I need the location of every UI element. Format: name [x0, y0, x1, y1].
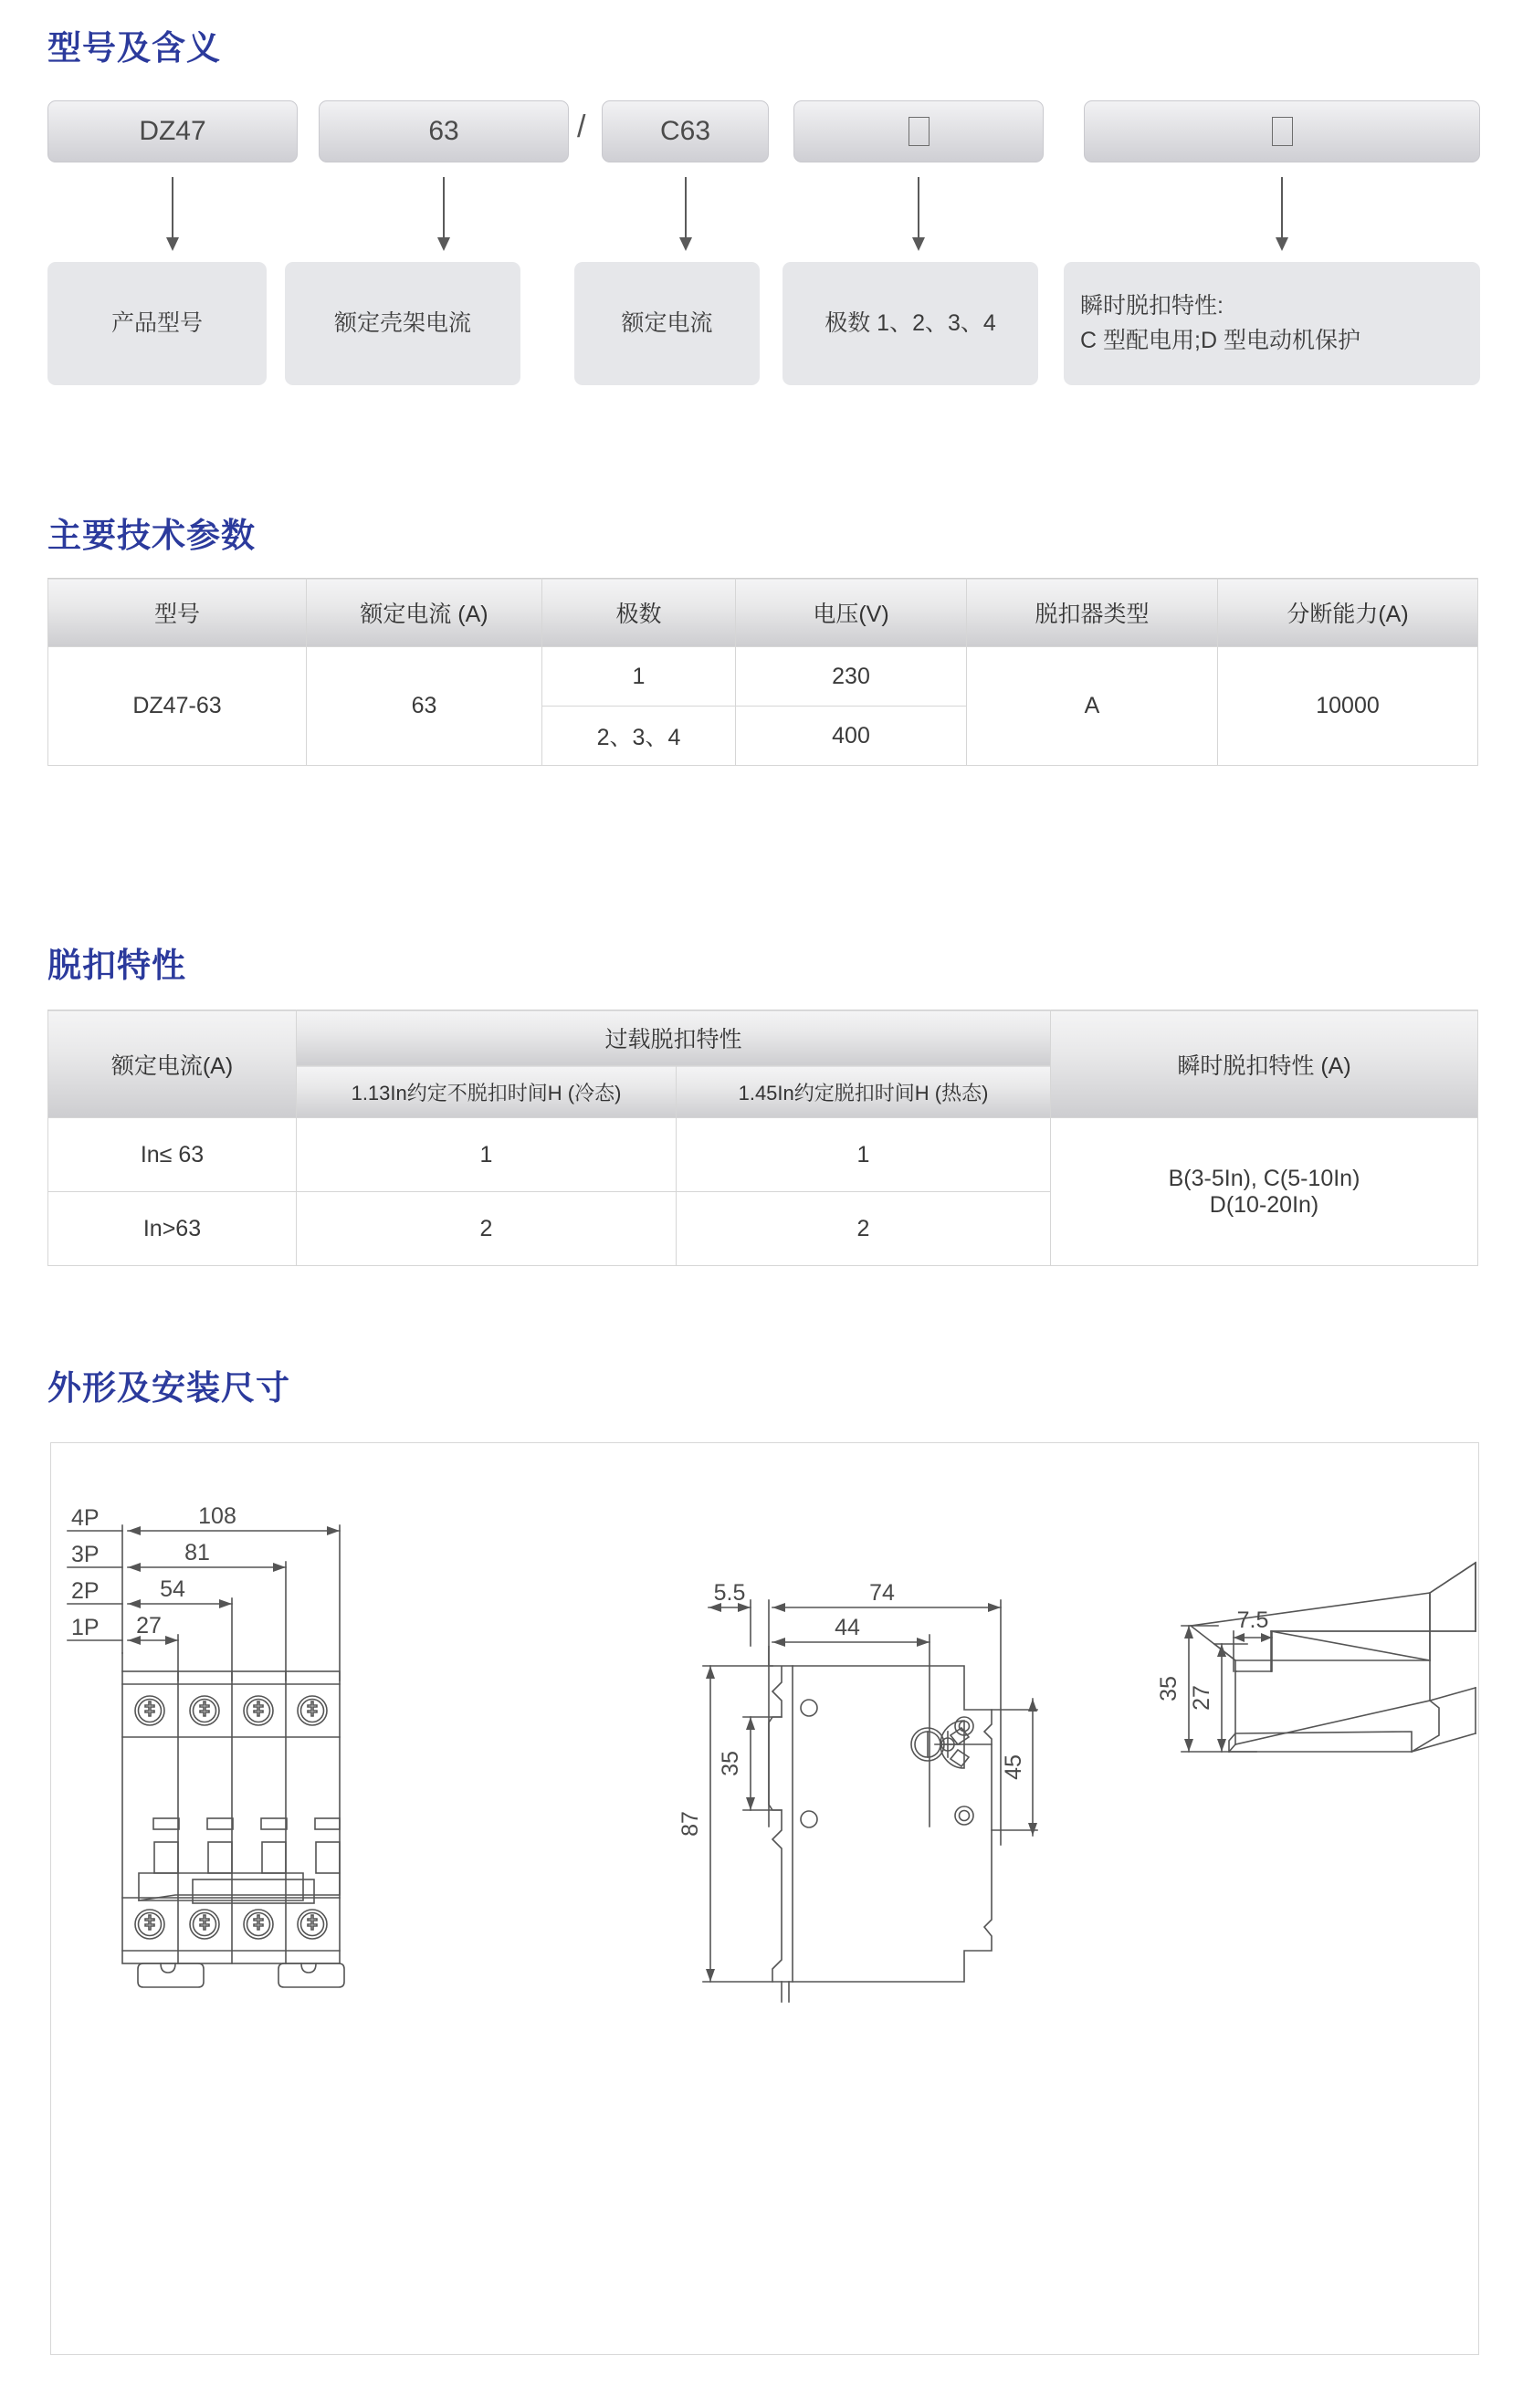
- col-header-poles: 极数: [542, 579, 736, 647]
- col-header-breaking-capacity: 分断能力(A): [1218, 579, 1478, 647]
- arrow-shaft-5: [1281, 177, 1283, 239]
- arrow-shaft-4: [918, 177, 919, 239]
- arrow-head-4: [912, 237, 925, 251]
- label-width-108: 108: [198, 1503, 236, 1529]
- arrow-head-2: [437, 237, 450, 251]
- model-desc-product-code: [47, 262, 267, 385]
- label-height-35: 35: [718, 1751, 743, 1776]
- terminal-screw-icon: [190, 1910, 219, 1939]
- table-row: [48, 647, 1478, 707]
- col-header-rated-current: 额定电流 (A): [307, 579, 542, 647]
- model-chip-product-code-label: DZ47: [139, 116, 206, 146]
- cell-rated-range-2: In>63: [48, 1192, 297, 1266]
- cell-voltage-1: 230: [736, 647, 967, 707]
- label-pole-4p: 4P: [71, 1505, 100, 1531]
- terminal-screw-icon: [190, 1696, 219, 1725]
- label-height-45: 45: [1001, 1754, 1026, 1780]
- model-desc-frame-current: [285, 262, 520, 385]
- label-width-27: 27: [136, 1613, 162, 1638]
- side-view-drawing: [703, 1600, 1037, 2002]
- arrow-head-1: [166, 237, 179, 251]
- col-header-overload-cold: 1.13In约定不脱扣时间H (冷态): [297, 1066, 677, 1118]
- model-chip-frame-current-label: 63: [428, 116, 459, 146]
- din-rail-drawing: [1182, 1563, 1476, 1752]
- label-pole-1p: 1P: [71, 1615, 100, 1640]
- arrow-shaft-2: [443, 177, 445, 239]
- arrow-shaft-1: [172, 177, 173, 239]
- terminal-screw-icon: [298, 1910, 327, 1939]
- terminal-screw-icon: [135, 1696, 164, 1725]
- label-depth-74: 74: [869, 1580, 895, 1606]
- col-header-instant-trip: 瞬时脱扣特性 (A): [1051, 1010, 1478, 1118]
- trip-characteristics-table: [47, 1010, 1478, 1266]
- model-chip-rated-current: [602, 100, 769, 162]
- col-header-overload-group: 过载脱扣特性: [297, 1010, 1051, 1066]
- table-row: [48, 1118, 1478, 1192]
- cell-rated-current: 63: [307, 647, 542, 766]
- cell-instant-values: [1051, 1118, 1478, 1266]
- col-header-trip-type: 脱扣器类型: [967, 579, 1218, 647]
- label-rail-height-35: 35: [1156, 1676, 1182, 1701]
- cell-hot-1: 1: [677, 1118, 1051, 1192]
- instant-value-line1: B(3-5In), C(5-10In): [1168, 1165, 1360, 1191]
- cell-breaking-capacity: 10000: [1218, 647, 1478, 766]
- model-desc-poles-label: 极数 1、2、3、4: [825, 309, 996, 336]
- model-desc-frame-current-label: 额定壳架电流: [333, 309, 471, 336]
- terminal-screw-icon: [135, 1910, 164, 1939]
- arrow-shaft-3: [685, 177, 687, 239]
- label-pole-2p: 2P: [71, 1578, 100, 1604]
- arrow-head-5: [1276, 237, 1288, 251]
- cell-trip-type: A: [967, 647, 1218, 766]
- table-header-row: [48, 579, 1478, 647]
- model-designation-chart: [47, 100, 1481, 420]
- terminal-screw-icon: [244, 1696, 273, 1725]
- model-desc-poles: [783, 262, 1038, 385]
- label-height-87: 87: [677, 1811, 703, 1837]
- model-chip-rated-current-label: C63: [659, 116, 711, 146]
- model-chip-trip-curve: [1084, 100, 1480, 162]
- dimension-drawings: [51, 1443, 1480, 2356]
- col-header-model: 型号: [48, 579, 307, 647]
- cell-poles-2: 2、3、4: [542, 707, 736, 766]
- model-desc-trip-curve: [1064, 262, 1480, 385]
- front-view-drawing: [68, 1525, 344, 1987]
- model-chip-frame-current: [319, 100, 569, 162]
- model-desc-trip-curve-line1: 瞬时脱扣特性:: [1080, 293, 1224, 319]
- label-rail-height-27: 27: [1189, 1685, 1214, 1711]
- label-rail-width-7-5: 7.5: [1236, 1607, 1269, 1633]
- label-pole-3p: 3P: [71, 1542, 100, 1567]
- empty-box-icon: [909, 117, 930, 146]
- arrow-head-3: [679, 237, 692, 251]
- model-desc-rated-current-label: 额定电流: [621, 309, 713, 336]
- cell-cold-2: 2: [297, 1192, 677, 1266]
- label-depth-5-5: 5.5: [713, 1580, 746, 1606]
- cell-hot-2: 2: [677, 1192, 1051, 1266]
- cell-cold-1: 1: [297, 1118, 677, 1192]
- terminal-screw-icon: [244, 1910, 273, 1939]
- model-desc-trip-curve-line2: C 型配电用;D 型电动机保护: [1080, 327, 1360, 353]
- table-header-row-group: [48, 1010, 1478, 1066]
- cell-rated-range-1: In≤ 63: [48, 1118, 297, 1192]
- label-depth-44: 44: [835, 1615, 860, 1640]
- model-chip-poles: [793, 100, 1044, 162]
- empty-box-icon: [1272, 117, 1293, 146]
- dimension-drawing-frame: [50, 1442, 1479, 2355]
- model-desc-product-code-label: 产品型号: [110, 309, 203, 336]
- label-width-81: 81: [184, 1540, 210, 1565]
- instant-value-line2: D(10-20In): [1209, 1191, 1319, 1218]
- col-header-rated-current: 额定电流(A): [48, 1010, 297, 1118]
- main-specifications-table: [47, 578, 1478, 766]
- label-width-54: 54: [160, 1576, 185, 1602]
- model-desc-rated-current: [574, 262, 760, 385]
- section-title-model-designation: 型号及含义: [47, 29, 221, 67]
- section-title-trip-characteristics: 脱扣特性: [47, 947, 186, 984]
- section-title-main-specs: 主要技术参数: [47, 517, 256, 554]
- model-chip-separator: /: [577, 110, 586, 144]
- col-header-voltage: 电压(V): [736, 579, 967, 647]
- cell-model: DZ47-63: [48, 647, 307, 766]
- section-title-dimensions: 外形及安装尺寸: [47, 1369, 290, 1407]
- cell-voltage-2: 400: [736, 707, 967, 766]
- col-header-overload-hot: 1.45In约定脱扣时间H (热态): [677, 1066, 1051, 1118]
- cell-poles-1: 1: [542, 647, 736, 707]
- terminal-screw-icon: [298, 1696, 327, 1725]
- model-chip-product-code: [47, 100, 298, 162]
